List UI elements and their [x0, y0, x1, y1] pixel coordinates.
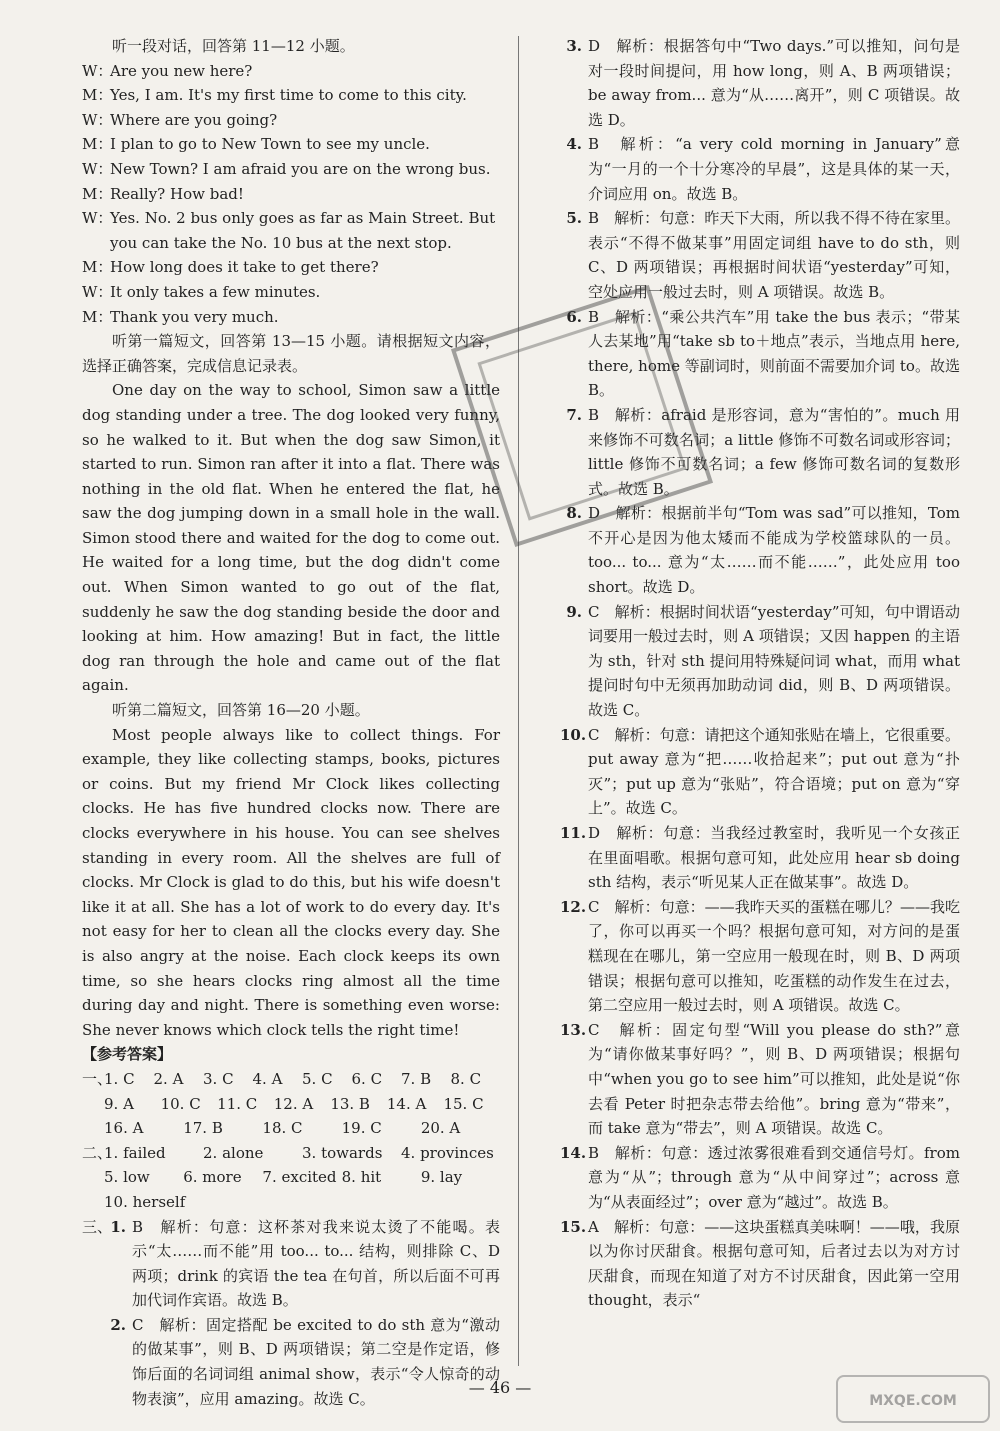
- explanation: [560, 501, 960, 599]
- answer-cell: 7. B: [401, 1069, 432, 1088]
- item-text: C 解析：根据时间状语“yesterday”可知，句中谓语动词要用一般过去时，则 A 项错误；又因 happen 的主语为 sth，针对 sth 提问用特殊疑问词 what，而用 what 提问时句中无须再加助动词 did，则 B、D 两项错误。故选 C。: [588, 602, 960, 720]
- speaker-label: M：: [82, 258, 113, 277]
- explanation: [560, 723, 960, 821]
- answer-cell: 4. provinces: [401, 1143, 494, 1162]
- answer-cell: 8. C: [450, 1069, 482, 1088]
- explanation: [560, 1018, 960, 1141]
- answer-cell: 8. hit: [341, 1168, 382, 1187]
- answer-cell: 16. A: [104, 1119, 144, 1138]
- item-text: B 解析：“a very cold morning in January”意为“一月的一个十分寒冷的早晨”，这是具体的某一天，介词应用 on。故选 B。: [588, 135, 960, 203]
- dialogue-line: [82, 157, 500, 182]
- answer-row: [82, 1165, 500, 1190]
- item-number: 10.: [560, 725, 587, 744]
- item-text: B 解析：句意：透过浓雾很难看到交通信号灯。from 意为“从”；through 意为“从中间穿过”；across 意为“从表面经过”；over 意为“越过”。故选 B。: [588, 1143, 960, 1211]
- answer-cell: 1. failed: [104, 1143, 166, 1162]
- row-indent: [82, 1165, 104, 1190]
- answer-cell: 2. alone: [203, 1143, 264, 1162]
- explanation: [104, 1215, 500, 1313]
- speaker-label: W：: [82, 209, 113, 228]
- listen3-heading: 听第二篇短文，回答第 16—20 小题。: [112, 701, 370, 720]
- part3-item: [82, 1215, 500, 1313]
- answer-cell: 7. excited: [262, 1168, 337, 1187]
- answer-cell: 19. C: [341, 1119, 382, 1138]
- row-indent: [82, 1116, 104, 1141]
- item-number: 7.: [566, 405, 582, 424]
- answer-row: [82, 1190, 500, 1215]
- explanation: [560, 132, 960, 206]
- answer-cell: 6. C: [351, 1069, 383, 1088]
- listen2-heading: 听第一篇短文，回答第 13—15 小题。请根据短文内容，选择正确答案，完成信息记录表。: [82, 332, 500, 375]
- dialogue-line: [82, 305, 500, 330]
- answer-cell: 11. C: [217, 1094, 258, 1113]
- answer-cell: 1. C: [104, 1069, 135, 1088]
- item-text: B 解析：afraid 是形容词，意为“害怕的”。much 用来修饰不可数名词；a little 修饰不可数名词或形容词；little 修饰不可数名词；a few 修饰可数名词的复数形式。故选 B。: [588, 405, 960, 498]
- part-label: 三、: [82, 1217, 113, 1236]
- item-text: D 解析：根据答句中“Two days.”可以推知，问句是对一段时间提问，用 how long，则 A、B 两项错误；be away from... 意为“从……离开”，则 C 项错误。故选 D。: [588, 37, 960, 129]
- speaker-label: M：: [82, 135, 113, 154]
- dialogue-text: Yes. No. 2 bus only goes as far as Main Street. But you can take the No. 10 bus at the next stop.: [110, 209, 496, 252]
- watermark-logo: [836, 1375, 990, 1423]
- left-column: [82, 34, 500, 1411]
- answer-cell: 18. C: [262, 1119, 303, 1138]
- item-number: 1.: [110, 1217, 126, 1236]
- row-indent: [82, 1190, 104, 1215]
- speaker-label: W：: [82, 61, 113, 80]
- answer-cell: 13. B: [330, 1094, 370, 1113]
- item-number: 15.: [560, 1217, 587, 1236]
- speaker-label: W：: [82, 159, 113, 178]
- speaker-label: M：: [82, 86, 113, 105]
- answer-cell: 5. C: [302, 1069, 333, 1088]
- answer-cell: 20. A: [420, 1119, 461, 1138]
- answer-cell: 5. low: [104, 1168, 150, 1187]
- speaker-label: M：: [82, 184, 113, 203]
- speaker-label: W：: [82, 282, 113, 301]
- dialogue-text: Are you new here?: [110, 61, 253, 80]
- item-number: 5.: [566, 209, 582, 228]
- part-label: 一、: [82, 1069, 113, 1088]
- item-number: 6.: [566, 307, 582, 326]
- column-divider: [518, 36, 519, 1366]
- dialogue-text: How long does it take to get there?: [110, 258, 379, 277]
- explanation: [560, 1141, 960, 1215]
- item-number: 2.: [110, 1315, 126, 1334]
- answer-cell: 10. C: [160, 1094, 201, 1113]
- item-text: D 解析：句意：当我经过教室时，我听见一个女孩正在里面唱歌。根据句意可知，此处应用 hear sb doing sth 结构，表示“听见某人正在做某事”。故选 D。: [588, 824, 960, 892]
- item-text: C 解析：句意：请把这个通知张贴在墙上，它很重要。put away 意为“把……收拾起来”；put out 意为“扑灭”；put up 意为“张贴”，符合语境；put on 意为“穿上”。故选 C。: [588, 725, 960, 818]
- explanations-list: [560, 34, 960, 1313]
- explanation: [560, 206, 960, 304]
- item-number: 11.: [560, 824, 587, 842]
- item-number: 3.: [566, 37, 582, 55]
- item-number: 9.: [566, 602, 582, 621]
- explanation: [560, 895, 960, 1018]
- dialogue-line: [82, 280, 500, 305]
- answer-cell: 10. herself: [104, 1192, 186, 1211]
- speaker-label: W：: [82, 110, 113, 129]
- answers-title: 【参考答案】: [82, 1045, 173, 1064]
- item-number: 14.: [560, 1143, 587, 1162]
- dialogue-line: [82, 132, 500, 157]
- dialogue-text: It only takes a few minutes.: [110, 282, 321, 301]
- answer-cell: 2. A: [153, 1069, 184, 1088]
- item-number: 8.: [566, 504, 582, 523]
- passage-2: Most people always like to collect things. For example, they like collecting stamps, books, pictures or coins. But my friend Mr Clock likes collecting clocks. He has five hundred clocks now. There are clocks everywhere in his house. You can see shelves standing in every room. All the shelves are full of clocks. Mr Clock is glad to do this, but his wife doesn't like it at all. She has a lot of work to do every day. It's not easy for her to clean all the clocks every day. She is also angry at the noise. Each clock keeps its own time, so she hears clocks ring almost all the time during day and night. There is something even worse: She never knows which clock tells the right time!: [82, 725, 500, 1039]
- dialogue-text: I plan to go to New Town to see my uncle.: [110, 135, 430, 154]
- explanation: [560, 34, 960, 132]
- item-number: 12.: [560, 897, 587, 916]
- dialogue: [82, 59, 500, 330]
- dialogue-text: New Town? I am afraid you are on the wrong bus.: [110, 159, 491, 178]
- answer-cell: 3. C: [203, 1069, 234, 1088]
- dialogue-text: Yes, I am. It's my first time to come to this city.: [110, 86, 467, 105]
- dialogue-line: [82, 59, 500, 84]
- right-column: [560, 34, 960, 1313]
- part1-answers: [82, 1067, 500, 1141]
- dialogue-text: Really? How bad!: [110, 184, 244, 203]
- listen1-heading: 听一段对话，回答第 11—12 小题。: [112, 37, 355, 55]
- dialogue-text: Thank you very much.: [110, 307, 279, 326]
- item-text: B 解析：“乘公共汽车”用 take the bus 表示；“带某人去某地”用“take sb to＋地点”表示，当地点用 here, there, home 等副词时，则前面不需要加介词 to。故选 B。: [588, 307, 960, 400]
- page-number: — 46 —: [468, 1378, 532, 1397]
- row-indent: [82, 1092, 104, 1117]
- speaker-label: M：: [82, 307, 113, 326]
- dialogue-line: [82, 206, 500, 255]
- dialogue-line: [82, 182, 500, 207]
- item-number: 4.: [566, 135, 582, 154]
- answer-cell: 9. lay: [420, 1168, 463, 1187]
- dialogue-line: [82, 255, 500, 280]
- item-text: C 解析：固定句型“Will you please do sth?”意为“请你做某事好吗？”，则 B、D 两项错误；根据句中“when you go to see him”可以推知，此处是说“你去看 Peter 时把杂志带去给他”。bring 意为“带来”，而 take 意为“带去”，则 A 项错误。故选 C。: [588, 1020, 960, 1138]
- item-text: C 解析：固定搭配 be excited to do sth 意为“激动的做某事”，则 B、D 两项错误；第二空是作定语，修饰后面的名词词组 animal show，表示“令人惊奇的动物表演”，应用 amazing。故选 C。: [132, 1315, 500, 1408]
- item-number: 13.: [560, 1020, 587, 1039]
- item-text: D 解析：根据前半句“Tom was sad”可以推知，Tom 不开心是因为他太矮而不能成为学校篮球队的一员。too... to... 意为“太……而不能……”，此处应用 too short。故选 D。: [588, 504, 960, 597]
- part-label: 二、: [82, 1143, 113, 1162]
- answer-cell: 4. A: [252, 1069, 283, 1088]
- answer-row: [82, 1092, 500, 1117]
- explanation: [560, 821, 960, 895]
- dialogue-line: [82, 83, 500, 108]
- answer-cell: 14. A: [386, 1094, 427, 1113]
- answer-cell: 3. towards: [302, 1143, 383, 1162]
- dialogue-line: [82, 108, 500, 133]
- watermark-logo-icon: [848, 1383, 978, 1415]
- answer-row: [82, 1116, 500, 1141]
- answer-cell: 9. A: [104, 1094, 134, 1113]
- answer-cell: 6. more: [183, 1168, 242, 1187]
- item-text: B 解析：句意：昨天下大雨，所以我不得不待在家里。表示“不得不做某事”用固定词组 have to do sth，则 C、D 两项错误；再根据时间状语“yesterday”可知，空处应用一般过去时，则 A 项错误。故选 B。: [588, 209, 960, 301]
- item-text: A 解析：句意：——这块蛋糕真美味啊！——哦，我原以为你讨厌甜食。根据句意可知，后者过去以为对方讨厌甜食，而现在知道了对方不讨厌甜食，因此第一空用 thought，表示“: [588, 1217, 960, 1310]
- item-text: C 解析：句意：——我昨天买的蛋糕在哪儿？——我吃了，你可以再买一个吗？根据句意可知，对方问的是蛋糕现在在哪儿，第一空应用一般现在时，则 B、D 两项错误；根据句意可以推知，吃蛋糕的动作发生在过去，第二空应用一般过去时，则 A 项错误。故选 C。: [588, 897, 960, 1015]
- answer-cell: 12. A: [273, 1094, 314, 1113]
- dialogue-text: Where are you going?: [110, 110, 278, 129]
- part2-answers: [82, 1141, 500, 1215]
- explanation: [560, 1215, 960, 1313]
- answer-cell: 17. B: [183, 1119, 223, 1138]
- item-text: B 解析：句意：这杯茶对我来说太烫了不能喝。表示“太……而不能”用 too... to... 结构，则排除 C、D 两项；drink 的宾语 the tea 在句首，所以后面不可再加代词作宾语。故选 B。: [132, 1217, 500, 1310]
- answer-row: [82, 1141, 500, 1166]
- answer-row: [82, 1067, 500, 1092]
- svg-text:MXQE.COM: MXQE.COM: [869, 1393, 957, 1409]
- answer-cell: 15. C: [443, 1094, 484, 1113]
- passage-1: One day on the way to school, Simon saw a little dog standing under a tree. The dog looked very funny, so he walked to it. But when the dog saw Simon, it started to run. Simon ran after it into a flat. There was nothing in the old flat. When he entered the flat, he saw the dog jumping down in a small hole in the wall. Simon stood there and waited for the dog to come out. He waited for a long time, but the dog didn't come out. When Simon wanted to go out of the flat, suddenly he saw the dog standing beside the door and looking at him. How amazing! But in fact, the little dog ran through the hole and came out of the flat again.: [82, 381, 500, 695]
- explanation: [560, 600, 960, 723]
